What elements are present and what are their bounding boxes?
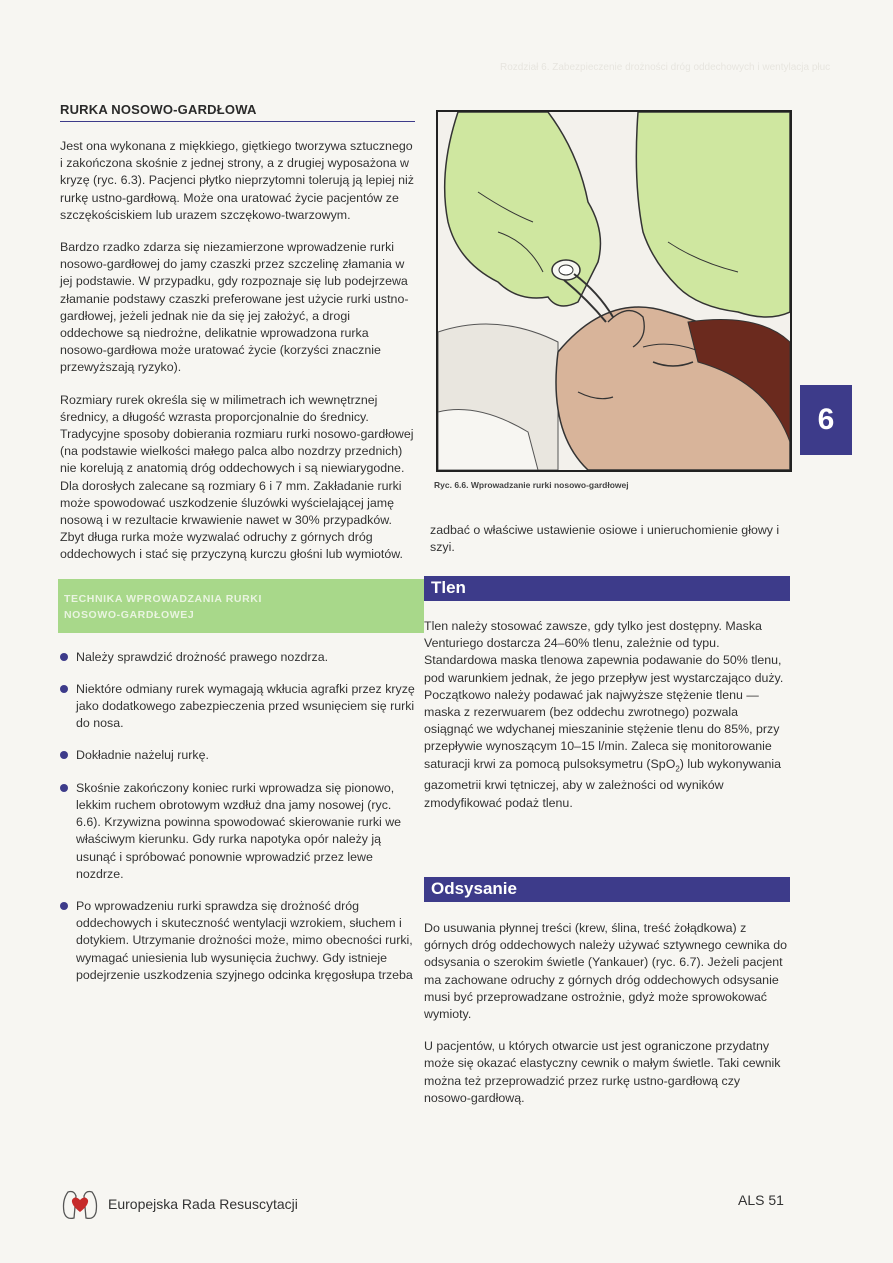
section-title-oxygen: Tlen (424, 576, 790, 601)
page-number: ALS 51 (738, 1192, 784, 1208)
bullet-icon (60, 784, 68, 792)
right-column (424, 522, 790, 571)
section-title-suction: Odsysanie (424, 877, 790, 902)
footer-organization: Europejska Rada Resuscytacji (108, 1196, 298, 1212)
oxygen-subscript: 2 (675, 764, 680, 774)
figure-nasopharyngeal-insertion (436, 110, 792, 472)
oxygen-text-part-2: ) lub wykonywania gazometrii krwi tętniczej, aby w zależności od wyników zmodyfikować podaż tlenu. (424, 756, 782, 810)
technique-steps (60, 649, 415, 984)
left-column (60, 102, 415, 999)
running-header: Rozdział 6. Zabezpieczenie drożności dróg oddechowych i wentylacja płuc (500, 62, 831, 73)
section-title-nasopharyngeal: RURKA NOSOWO-GARDŁOWA (60, 102, 415, 122)
paragraph: Jest ona wykonana z miękkiego, giętkiego tworzywa sztucznego i zakończona skośnie z jednej strony, a z drugiej wyposażona w kryzę (ryc. 6.3). Pacjenci płytko nieprzytomni tolerują ją lepiej niż rurkę ustno-gardłową. Może ona uratować życie pacjentów ze szczękościskiem lub urazem szczękowo-twarzowym. (60, 139, 414, 222)
bullet-icon (60, 902, 68, 910)
bullet-icon (60, 653, 68, 661)
list-item (60, 681, 415, 733)
bullet-icon (60, 751, 68, 759)
technique-title-line-2: NOSOWO-GARDŁOWEJ (64, 608, 195, 621)
list-item (60, 898, 415, 984)
paragraph: zadbać o właściwe ustawienie osiowe i unieruchomienie głowy i szyi. (430, 523, 780, 555)
list-item-text: Niektóre odmiany rurek wymagają wkłucia agrafki przez kryzę jako dodatkowego zabezpieczenia przed wsunięciem się rurki do nosa. (76, 681, 415, 731)
paragraph: Rozmiary rurek określa się w milimetrach ich wewnętrznej średnicy, a długość wzrasta proporcjonalnie do średnicy. Tradycyjne sposoby dobierania rozmiaru rurki nosowo-gardłowej (na podstawie wielkości małego palca albo nozdrzy przednich) nie korelują z anatomią dróg oddechowych i są niewiarygodne. Dla dorosłych zalecane są rozmiary 6 i 7 mm. Zakładanie rurki może spowodować uszkodzenie śluzówki wyścielającej jamę nosową i w rezultacie krwawienie nawet w 30% przypadków. Zbyt długa rurka może wyzwalać odruchy z górnych dróg oddechowych i stać się przyczyną kurczu głośni lub wymiotów. (60, 392, 414, 562)
illustration-gloved-hands-inserting-airway (438, 112, 790, 470)
erc-logo-icon (60, 1186, 100, 1222)
footer-left (60, 1186, 298, 1222)
technique-box (58, 579, 424, 633)
section-suction (424, 877, 790, 1122)
bullet-icon (60, 685, 68, 693)
paragraph: U pacjentów, u których otwarcie ust jest ograniczone przydatny może się okazać elastyczny cewnik o małym świetle. Taki cewnik można też przeprowadzić przez rurkę ustno-gardłową czy nosowo-gardłową. (424, 1039, 781, 1105)
paragraph: Do usuwania płynnej treści (krew, ślina, treść żołądkowa) z górnych dróg oddechowych należy używać sztywnego cewnika do odsysania o szerokim świetle (Yankauer) (ryc. 6.7). Jeżeli pacjent ma zachowane odruchy z górnych dróg oddechowych odsysanie musi być przeprowadzane ostrożnie, gdyż może sprowokować wymioty. (424, 921, 787, 1022)
chapter-tab: 6 (800, 385, 852, 455)
list-item (60, 747, 415, 764)
paragraph: Bardzo rzadko zdarza się niezamierzone wprowadzenie rurki nosowo-gardłowej do jamy czaszki przez szczelinę złamania w jej podstawie. W przypadku, gdy rozpoznaje się lub podejrzewa złamanie podstawy czaszki preferowane jest użycie rurki ustno-gardłowej, jeżeli jednak nie da się jej założyć, a drogi oddechowe są niedrożne, delikatnie wprowadzona rurka nosowo-gardłowa może uratować życie (korzyści znacznie przewyższają ryzyko). (60, 240, 409, 375)
section-oxygen (424, 576, 790, 827)
list-item-text: Skośnie zakończony koniec rurki wprowadza się pionowo, lekkim ruchem obrotowym wzdłuż dna jamy nosowej (ryc. 6.6). Krzywizna powinna spowodować skierowanie rurki we właściwym kierunku. Gdy rurka napotyka opór należy ją usunąć i spróbować ponownie wprowadzić przez lewe nozdrze. (76, 780, 402, 881)
list-item (60, 780, 415, 883)
oxygen-text-part-1: Tlen należy stosować zawsze, gdy tylko jest dostępny. Maska Venturiego dostarcza 24–60% tlenu, zależnie od typu. Standardowa maska tlenowa zapewnia podawanie do 50% tlenu, pod warunkiem jednak, że jego przepływ jest wystarczająco duży. Początkowo należy podawać jak najwyższe stężenie tlenu — maska z rezerwuarem (bez oddechu zwrotnego) pozwala osiągnąć we wdychanej mieszaninie stężenie tlenu do 85%, przy przepływie wynoszącym 10–15 l/min. Zaleca się monitorowanie saturacji krwi za pomocą pulsoksymetru (SpO (424, 619, 784, 771)
paragraph (424, 618, 790, 812)
technique-title-line-1: TECHNIKA WPROWADZANIA RURKI (64, 592, 262, 605)
list-item-text: Po wprowadzeniu rurki sprawdza się drożność dróg oddechowych i skuteczność wentylacji wzrokiem, słuchem i dotykiem. Utrzymanie drożności może, mimo obecności rurki, wymagać uniesienia lub wysunięcia żuchwy. Gdy istnieje podejrzenie uszkodzenia szyjnego odcinka kręgosłupa trzeba (76, 898, 413, 982)
list-item-text: Dokładnie nażeluj rurkę. (76, 748, 209, 763)
figure-caption: Ryc. 6.6. Wprowadzanie rurki nosowo-gardłowej (434, 480, 629, 490)
list-item-text: Należy sprawdzić drożność prawego nozdrza. (76, 649, 329, 664)
list-item (60, 649, 415, 666)
